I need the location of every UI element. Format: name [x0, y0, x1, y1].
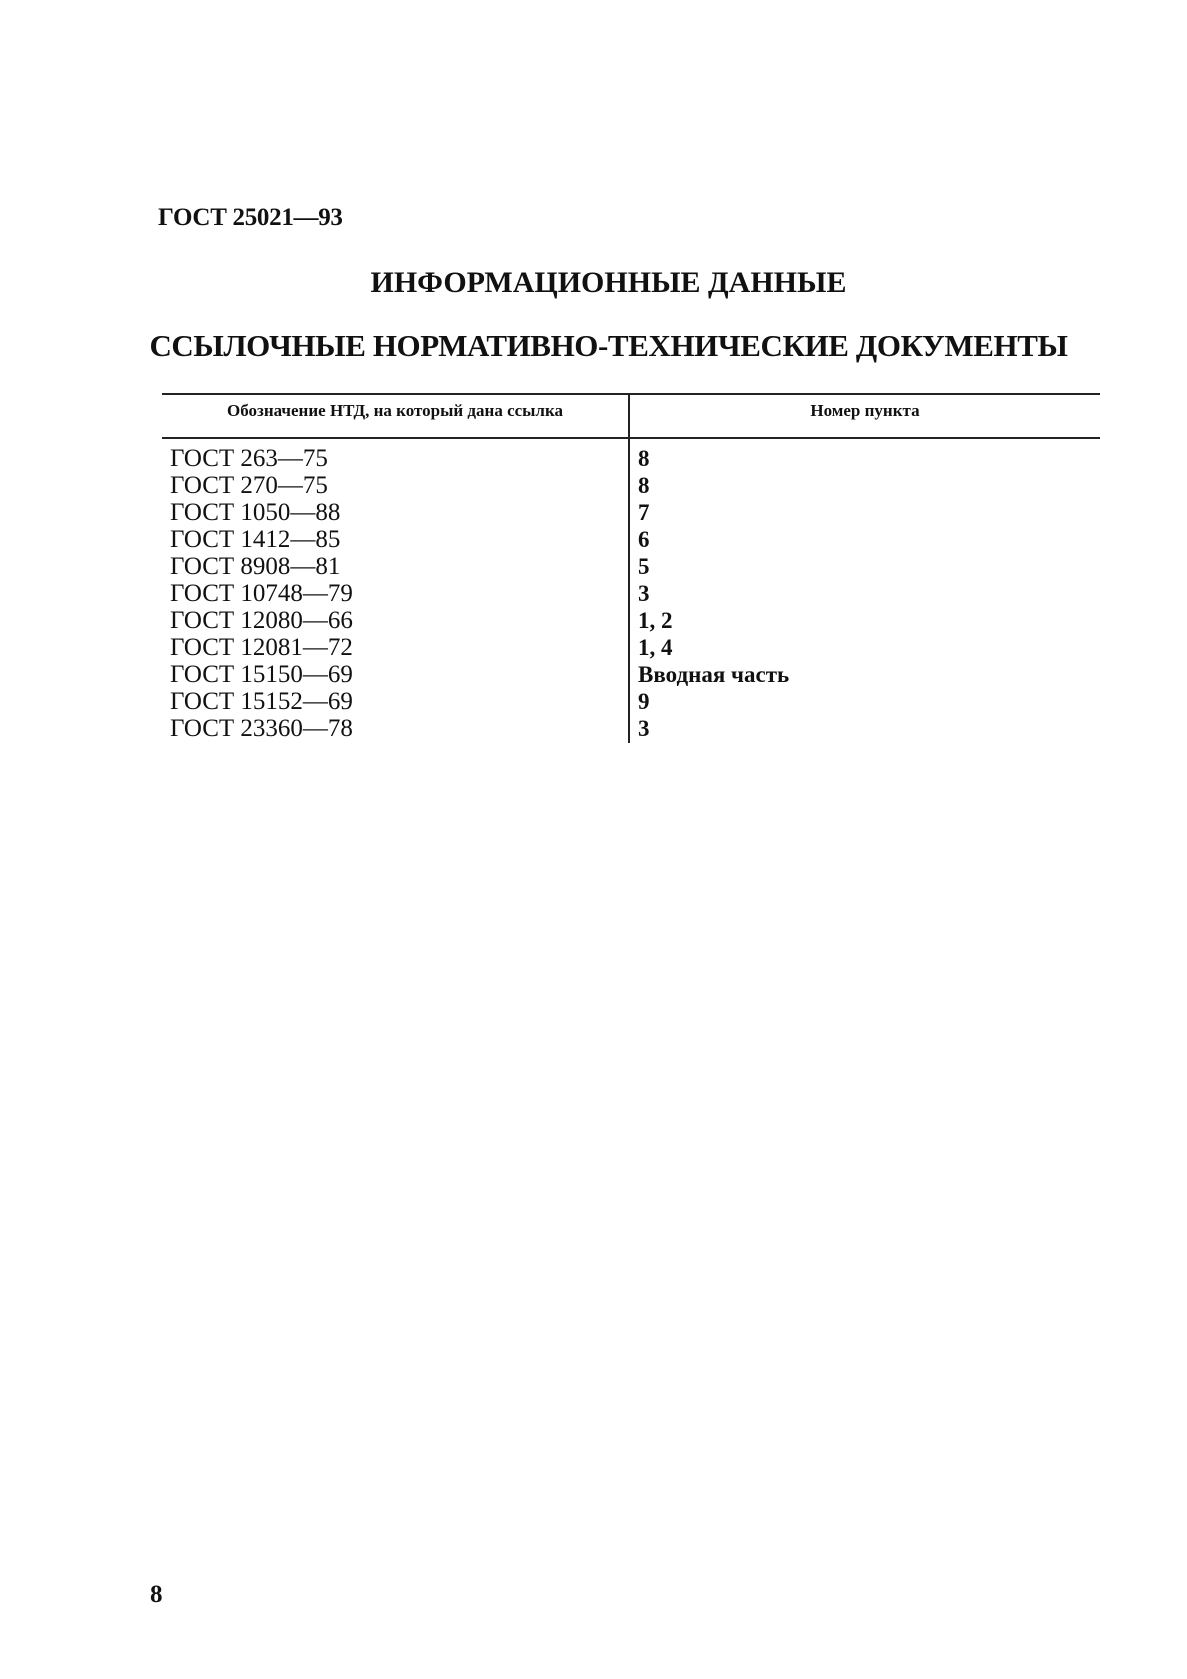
clause-cell: 3 — [638, 716, 650, 741]
document-cell: ГОСТ 12080—66 — [170, 607, 353, 634]
clause-cell: 6 — [638, 527, 650, 552]
document-cell: ГОСТ 1050—88 — [170, 499, 341, 526]
clause-cell: Вводная часть — [638, 662, 790, 687]
table-body — [162, 445, 1100, 742]
table-row — [162, 526, 1100, 553]
document-cell: ГОСТ 8908—81 — [170, 553, 341, 580]
section-title: ССЫЛОЧНЫЕ НОРМАТИВНО-ТЕХНИЧЕСКИЕ ДОКУМЕНТЫ — [149, 328, 1068, 363]
document-cell: ГОСТ 23360—78 — [170, 715, 353, 742]
clause-cell: 5 — [638, 554, 650, 579]
column-header-clause: Номер пункта — [810, 401, 920, 420]
document-cell: ГОСТ 15150—69 — [170, 661, 353, 688]
page-number: 8 — [150, 1581, 163, 1608]
clause-cell: 8 — [638, 473, 650, 498]
main-title: ИНФОРМАЦИОННЫЕ ДАННЫЕ — [370, 266, 847, 299]
clause-cell: 1, 2 — [638, 608, 673, 633]
clause-cell: 1, 4 — [638, 635, 673, 660]
document-cell: ГОСТ 15152—69 — [170, 688, 353, 715]
table-row — [162, 634, 1100, 661]
table-row — [162, 499, 1100, 526]
table-row — [162, 688, 1100, 715]
document-cell: ГОСТ 10748—79 — [170, 580, 353, 607]
table-row — [162, 580, 1100, 607]
column-header-document: Обозначение НТД, на который дана ссылка — [226, 401, 564, 420]
clause-cell: 9 — [638, 689, 650, 714]
table-row — [162, 715, 1100, 742]
table-row — [162, 661, 1100, 688]
table-top-rule — [162, 393, 1100, 395]
table-row — [162, 472, 1100, 499]
clause-cell: 3 — [638, 581, 650, 606]
document-cell: ГОСТ 263—75 — [170, 445, 328, 472]
table-row — [162, 553, 1100, 580]
document-cell: ГОСТ 270—75 — [170, 472, 328, 499]
document-cell: ГОСТ 12081—72 — [170, 634, 353, 661]
table-header-rule — [162, 437, 1100, 439]
document-code: ГОСТ 25021—93 — [158, 204, 343, 231]
clause-cell: 7 — [638, 500, 650, 525]
table-row — [162, 445, 1100, 472]
document-cell: ГОСТ 1412—85 — [170, 526, 341, 553]
table-row — [162, 607, 1100, 634]
clause-cell: 8 — [638, 446, 650, 471]
